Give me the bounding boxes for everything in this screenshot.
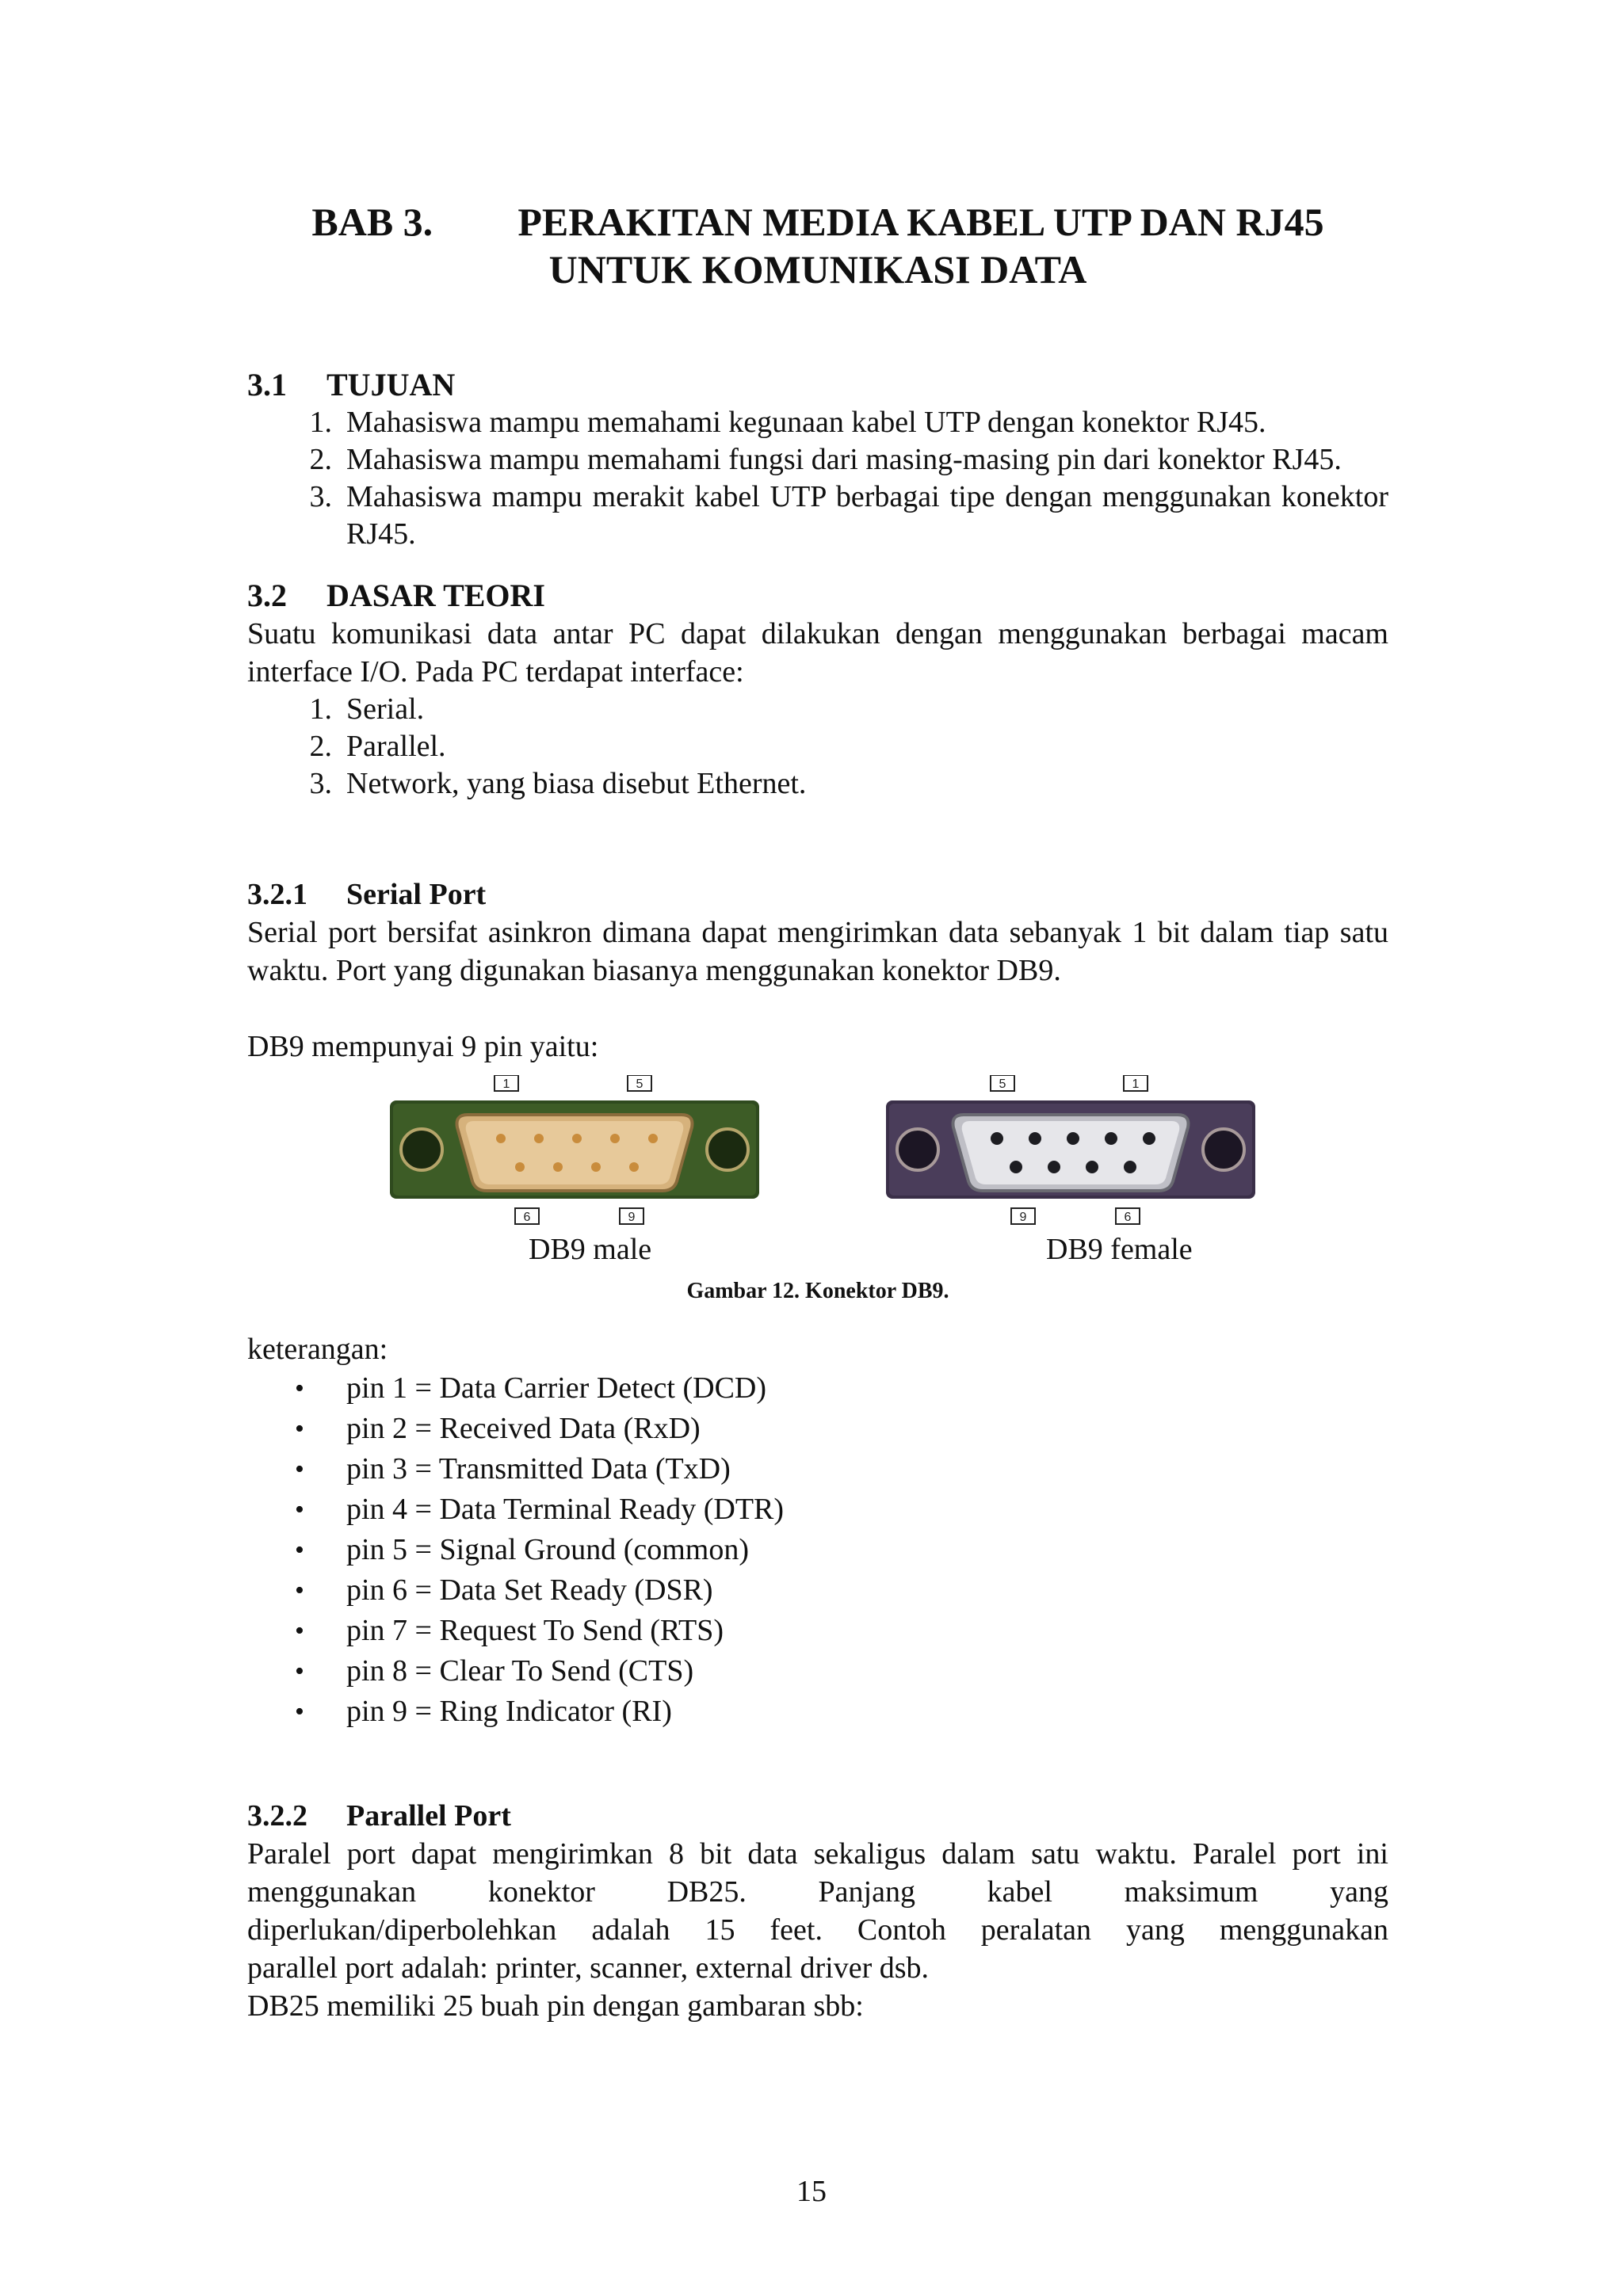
list-number: 2.	[309, 730, 332, 763]
list-text: pin 3 = Transmitted Data (TxD)	[346, 1452, 731, 1486]
dasar-teori-intro: Suatu komunikasi data antar PC dapat dilakukan dengan menggunakan berbagai macam interface I/O. Pada PC terdapat interface:	[247, 617, 1388, 688]
list-text: Mahasiswa mampu memahami kegunaan kabel UTP dengan konektor RJ45.	[346, 406, 1266, 439]
tujuan-list	[247, 404, 1388, 553]
bullet: •	[295, 1657, 304, 1686]
section-dasar-teori-heading	[247, 577, 1388, 615]
list-number: 3.	[309, 480, 332, 513]
list-item	[247, 441, 1388, 479]
bullet: •	[295, 1616, 304, 1646]
list-item	[247, 1368, 1388, 1409]
list-item	[247, 691, 1388, 728]
list-item	[247, 1611, 1388, 1651]
list-text: pin 8 = Clear To Send (CTS)	[346, 1654, 694, 1688]
chapter-title-line2: UNTUK KOMUNIKASI DATA	[548, 247, 1087, 292]
pin-number-label: 1	[502, 1077, 510, 1091]
bullet: •	[295, 1535, 304, 1565]
list-number: 1.	[309, 406, 332, 439]
list-text: Serial.	[346, 692, 425, 726]
figure-caption: Gambar 12. Konektor DB9.	[686, 1279, 949, 1303]
section-title: DASAR TEORI	[327, 578, 545, 613]
list-text: Parallel.	[346, 730, 446, 763]
list-item	[247, 1691, 1388, 1732]
list-text: pin 4 = Data Terminal Ready (DTR)	[346, 1493, 785, 1526]
db9-intro: DB9 mempunyai 9 pin yaitu:	[247, 1030, 599, 1063]
list-item	[247, 479, 1388, 553]
keterangan-label: keterangan:	[247, 1333, 388, 1366]
db9-female-figure	[886, 1075, 1258, 1230]
list-number: 1.	[309, 692, 332, 726]
list-item	[247, 1570, 1388, 1611]
db9-figure	[247, 1075, 1388, 1322]
list-text: pin 7 = Request To Send (RTS)	[346, 1614, 724, 1647]
bullet: •	[295, 1495, 304, 1524]
page-number: 15	[796, 2175, 827, 2208]
list-item	[247, 1489, 1388, 1530]
pin-number-label: 5	[636, 1077, 643, 1091]
chapter-title	[247, 198, 1388, 293]
paragraph-line: Paralel port dapat mengirimkan 8 bit data sekaligus dalam satu waktu. Paralel port ini	[247, 1837, 1388, 1871]
paragraph-line: parallel port adalah: printer, scanner, external driver dsb.	[247, 1951, 930, 1985]
list-number: 3.	[309, 767, 332, 800]
list-text: Mahasiswa mampu merakit kabel UTP berbagai tipe dengan menggunakan konektor RJ45.	[346, 480, 1388, 551]
list-text: pin 2 = Received Data (RxD)	[346, 1412, 701, 1445]
bullet: •	[295, 1374, 304, 1403]
pin-number-label: 9	[1019, 1211, 1027, 1224]
subsection-number: 3.2.2	[247, 1799, 307, 1833]
paragraph-line: diperlukan/diperbolehkan adalah 15 feet. Contoh peralatan yang menggunakan	[247, 1913, 1388, 1947]
chapter-number: BAB 3.	[311, 200, 433, 244]
pin-number-label: 9	[628, 1211, 636, 1224]
list-text: pin 6 = Data Set Ready (DSR)	[346, 1573, 713, 1607]
list-item	[247, 404, 1388, 441]
serial-port-paragraph: Serial port bersifat asinkron dimana dapat mengirimkan data sebanyak 1 bit dalam tiap satu waktu. Port yang digunakan biasanya menggunakan konektor DB9.	[247, 916, 1388, 987]
page-content	[247, 198, 1388, 2025]
chapter-title-text1: PERAKITAN MEDIA KABEL UTP DAN RJ45	[517, 200, 1324, 244]
section-number: 3.2	[247, 578, 287, 613]
db25-intro: DB25 memiliki 25 buah pin dengan gambaran sbb:	[247, 1989, 864, 2023]
bullet: •	[295, 1576, 304, 1605]
db9-female-connector-image	[886, 1075, 1258, 1226]
pin-number-label: 6	[1124, 1211, 1132, 1224]
bullet: •	[295, 1697, 304, 1726]
subsection-title: Serial Port	[346, 878, 487, 911]
list-text: pin 5 = Signal Ground (common)	[346, 1533, 749, 1566]
section-title: TUJUAN	[327, 367, 456, 402]
bullet: •	[295, 1455, 304, 1484]
subsection-parallel-port-heading	[247, 1797, 1388, 1835]
section-tujuan-heading	[247, 366, 1388, 404]
list-item	[247, 1651, 1388, 1691]
paragraph-line: menggunakan konektor DB25. Panjang kabel maksimum yang	[247, 1875, 1388, 1909]
list-number: 2.	[309, 443, 332, 476]
bullet: •	[295, 1414, 304, 1444]
db9-male-label: DB9 male	[529, 1233, 652, 1266]
subsection-serial-port-heading	[247, 875, 1388, 913]
chapter-title-line1	[247, 198, 1388, 246]
parallel-port-paragraph	[247, 1835, 1388, 1987]
interface-list	[247, 691, 1388, 803]
list-item	[247, 765, 1388, 803]
pin-description-list	[247, 1368, 1388, 1732]
pin-number-label: 6	[523, 1211, 531, 1224]
list-text: pin 9 = Ring Indicator (RI)	[346, 1695, 672, 1728]
list-text: Network, yang biasa disebut Ethernet.	[346, 767, 807, 800]
db9-female-label: DB9 female	[1046, 1233, 1193, 1266]
section-number: 3.1	[247, 367, 287, 402]
list-text: pin 1 = Data Carrier Detect (DCD)	[346, 1371, 767, 1405]
subsection-number: 3.2.1	[247, 878, 307, 911]
pin-number-label: 5	[999, 1077, 1006, 1091]
db9-male-figure	[390, 1075, 762, 1230]
list-item	[247, 1409, 1388, 1449]
list-item	[247, 728, 1388, 765]
list-item	[247, 1530, 1388, 1570]
list-item	[247, 1449, 1388, 1489]
list-text: Mahasiswa mampu memahami fungsi dari masing-masing pin dari konektor RJ45.	[346, 443, 1342, 476]
pin-number-label: 1	[1132, 1077, 1140, 1091]
db9-male-connector-image	[390, 1075, 762, 1226]
subsection-title: Parallel Port	[346, 1799, 511, 1833]
